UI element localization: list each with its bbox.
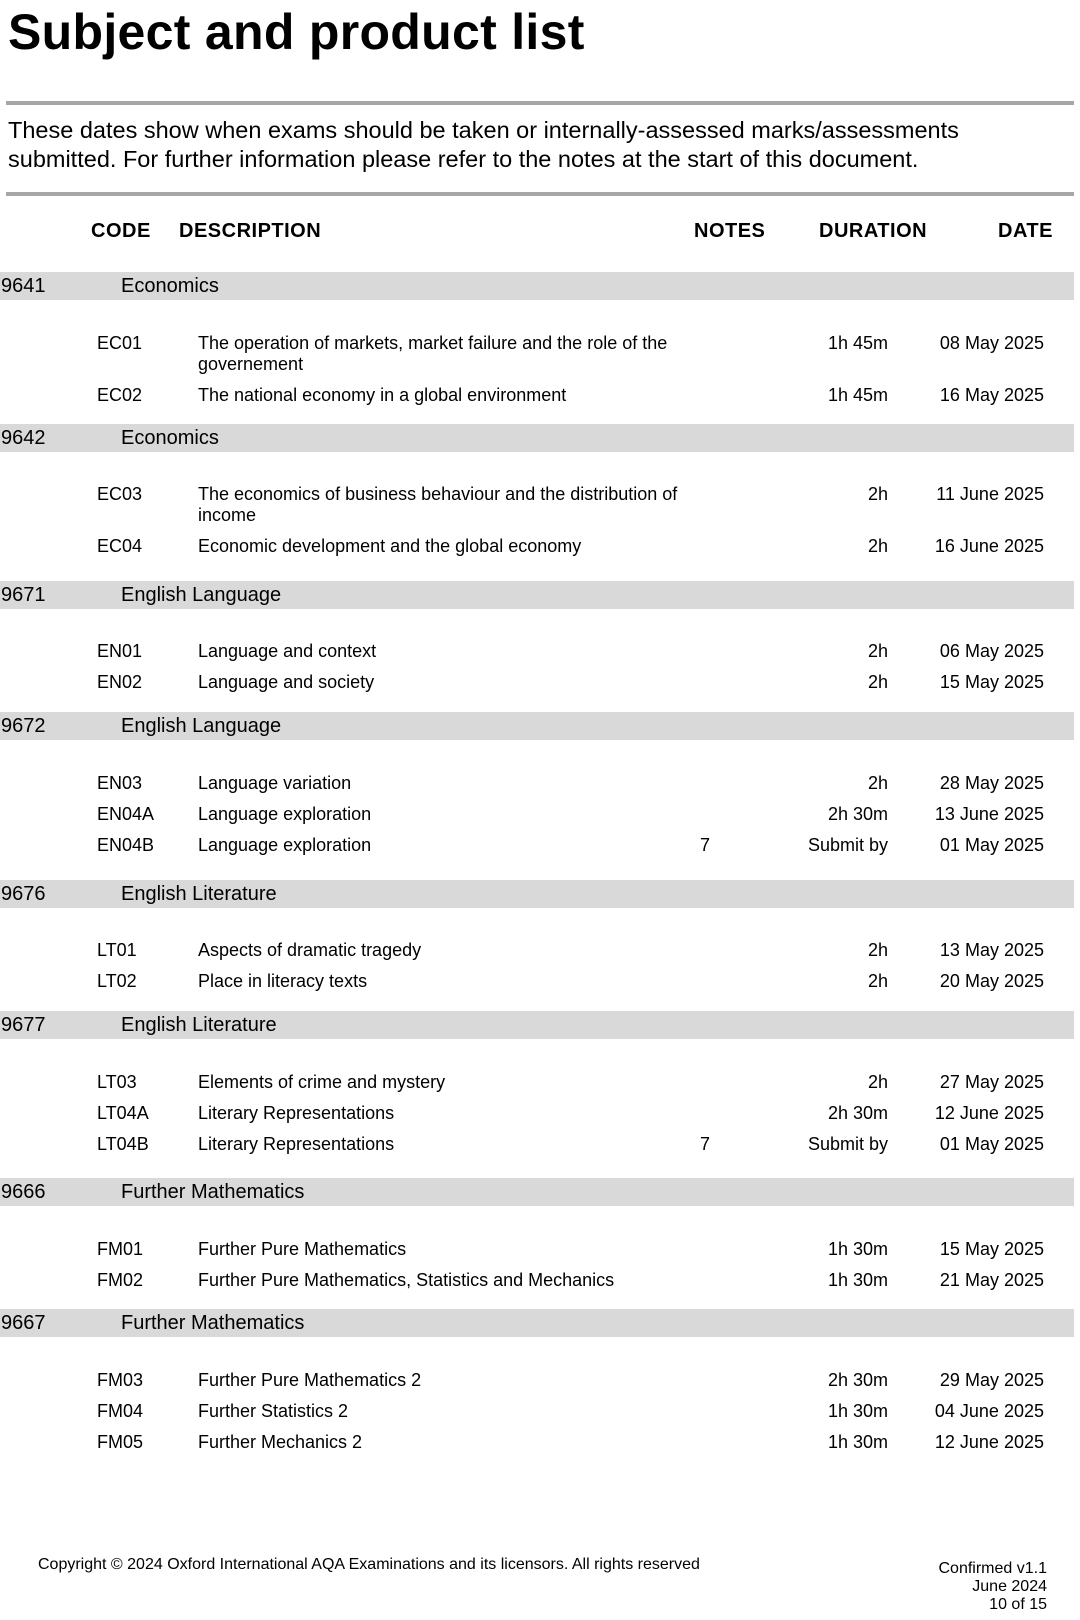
component-code: FM01: [97, 1239, 144, 1259]
component-date: 13 June 2025: [934, 804, 1044, 824]
component-description: Elements of crime and mystery: [198, 1072, 446, 1092]
component-date: 12 June 2025: [934, 1432, 1044, 1452]
subject-name: English Language: [121, 584, 282, 606]
subject-code: 9676: [1, 883, 46, 905]
subject-name: Further Mathematics: [121, 1181, 305, 1203]
component-description: Language variation: [198, 773, 352, 793]
subject-header: [0, 424, 1074, 452]
column-header-description: DESCRIPTION: [179, 220, 322, 242]
column-header-date: DATE: [998, 220, 1053, 242]
component-duration: 1h 30m: [827, 1239, 888, 1259]
component-date: 21 May 2025: [939, 1270, 1044, 1290]
subject-header: [0, 1011, 1074, 1039]
subject-header: [0, 880, 1074, 908]
subject-header: [0, 272, 1074, 300]
component-code: EC01: [97, 333, 143, 353]
subject-code: 9666: [1, 1181, 46, 1203]
component-duration: Submit by: [807, 1134, 888, 1154]
component-description: Language exploration: [198, 835, 372, 855]
subject-code: 9677: [1, 1014, 46, 1036]
component-duration: 2h 30m: [827, 1103, 888, 1123]
component-description: Place in literacy texts: [198, 971, 368, 991]
subject-code: 9642: [1, 427, 46, 449]
component-description: Further Statistics 2: [198, 1401, 349, 1421]
subject-name: English Language: [121, 715, 282, 737]
component-code: EC02: [97, 385, 143, 405]
component-date: 29 May 2025: [939, 1370, 1044, 1390]
subject-name: English Literature: [121, 1014, 277, 1036]
component-duration: 1h 45m: [827, 385, 888, 405]
component-code: EC04: [97, 536, 143, 556]
component-duration: 1h 30m: [827, 1401, 888, 1421]
component-notes: 7: [700, 835, 711, 855]
component-date: 04 June 2025: [934, 1401, 1044, 1421]
component-date: 16 June 2025: [934, 536, 1044, 556]
subject-code: 9671: [1, 584, 46, 606]
component-description: Aspects of dramatic tragedy: [198, 940, 422, 960]
component-date: 13 May 2025: [939, 940, 1044, 960]
component-code: LT01: [97, 940, 137, 960]
subject-name: Economics: [121, 275, 219, 297]
intro-text: These dates show when exams should be taken or internally-assessed marks/assessments submitted. For further information please refer to the notes at the start of this document.: [8, 117, 959, 172]
component-code: EN03: [97, 773, 143, 793]
component-date: 08 May 2025: [939, 333, 1044, 353]
component-description: Literary Representations: [198, 1103, 395, 1123]
subject-header: [0, 712, 1074, 740]
column-header-duration: DURATION: [819, 220, 928, 242]
component-code: EN02: [97, 672, 143, 692]
subject-code: 9641: [1, 275, 46, 297]
component-duration: 2h: [867, 536, 888, 556]
component-code: EN01: [97, 641, 143, 661]
component-code: FM02: [97, 1270, 144, 1290]
component-date: 28 May 2025: [939, 773, 1044, 793]
component-date: 16 May 2025: [939, 385, 1044, 405]
page-title: Subject and product list: [8, 4, 585, 60]
component-description: Language and context: [198, 641, 377, 661]
subject-name: Further Mathematics: [121, 1312, 305, 1334]
component-code: FM05: [97, 1432, 144, 1452]
column-header-notes: NOTES: [694, 220, 766, 242]
component-code: LT04B: [97, 1134, 149, 1154]
component-duration: 2h 30m: [827, 1370, 888, 1390]
component-date: 01 May 2025: [939, 835, 1044, 855]
component-code: FM04: [97, 1401, 144, 1421]
component-duration: 1h 30m: [827, 1270, 888, 1290]
component-code: EN04B: [97, 835, 155, 855]
subject-name: Economics: [121, 427, 219, 449]
component-description: The economics of business behaviour and the distribution of income: [198, 484, 678, 525]
component-description: Language and society: [198, 672, 375, 692]
component-description: Language exploration: [198, 804, 372, 824]
component-duration: 2h: [867, 1072, 888, 1092]
component-date: 20 May 2025: [939, 971, 1044, 991]
component-duration: 1h 45m: [827, 333, 888, 353]
page-number: 10 of 15: [989, 1596, 1047, 1613]
component-date: 15 May 2025: [939, 672, 1044, 692]
component-date: 11 June 2025: [936, 484, 1044, 504]
component-date: 27 May 2025: [939, 1072, 1044, 1092]
component-date: 01 May 2025: [939, 1134, 1044, 1154]
subject-code: 9667: [1, 1312, 46, 1334]
column-header-code: CODE: [91, 220, 151, 242]
component-duration: 1h 30m: [827, 1432, 888, 1452]
subject-name: English Literature: [121, 883, 277, 905]
component-code: EN04A: [97, 804, 155, 824]
component-code: FM03: [97, 1370, 144, 1390]
component-duration: 2h: [867, 971, 888, 991]
component-code: LT02: [97, 971, 137, 991]
version-label: Confirmed v1.1: [938, 1560, 1047, 1577]
component-date: 06 May 2025: [939, 641, 1044, 661]
copyright-text: Copyright © 2024 Oxford International AQA Examinations and its licensors. All rights reserved: [38, 1556, 700, 1573]
component-duration: Submit by: [807, 835, 888, 855]
component-duration: 2h 30m: [827, 804, 888, 824]
component-code: LT03: [97, 1072, 137, 1092]
subject-header: [0, 1309, 1074, 1337]
component-date: 12 June 2025: [934, 1103, 1044, 1123]
component-description: Further Pure Mathematics: [198, 1239, 407, 1259]
component-duration: 2h: [867, 940, 888, 960]
component-description: The operation of markets, market failure and the role of the governement: [198, 333, 668, 374]
component-description: The national economy in a global environment: [198, 385, 567, 405]
component-duration: 2h: [867, 672, 888, 692]
component-duration: 2h: [867, 484, 888, 504]
document-status: [939, 1560, 1048, 1614]
component-notes: 7: [700, 1134, 711, 1154]
component-description: Literary Representations: [198, 1134, 395, 1154]
subject-header: [0, 581, 1074, 609]
component-date: 15 May 2025: [939, 1239, 1044, 1259]
component-code: EC03: [97, 484, 143, 504]
subject-code: 9672: [1, 715, 46, 737]
component-description: Economic development and the global economy: [198, 536, 582, 556]
component-duration: 2h: [867, 773, 888, 793]
subject-header: [0, 1178, 1074, 1206]
component-description: Further Mechanics 2: [198, 1432, 363, 1452]
component-code: LT04A: [97, 1103, 149, 1123]
component-duration: 2h: [867, 641, 888, 661]
component-description: Further Pure Mathematics, Statistics and Mechanics: [198, 1270, 615, 1290]
component-description: Further Pure Mathematics 2: [198, 1370, 422, 1390]
version-date: June 2024: [972, 1578, 1047, 1595]
